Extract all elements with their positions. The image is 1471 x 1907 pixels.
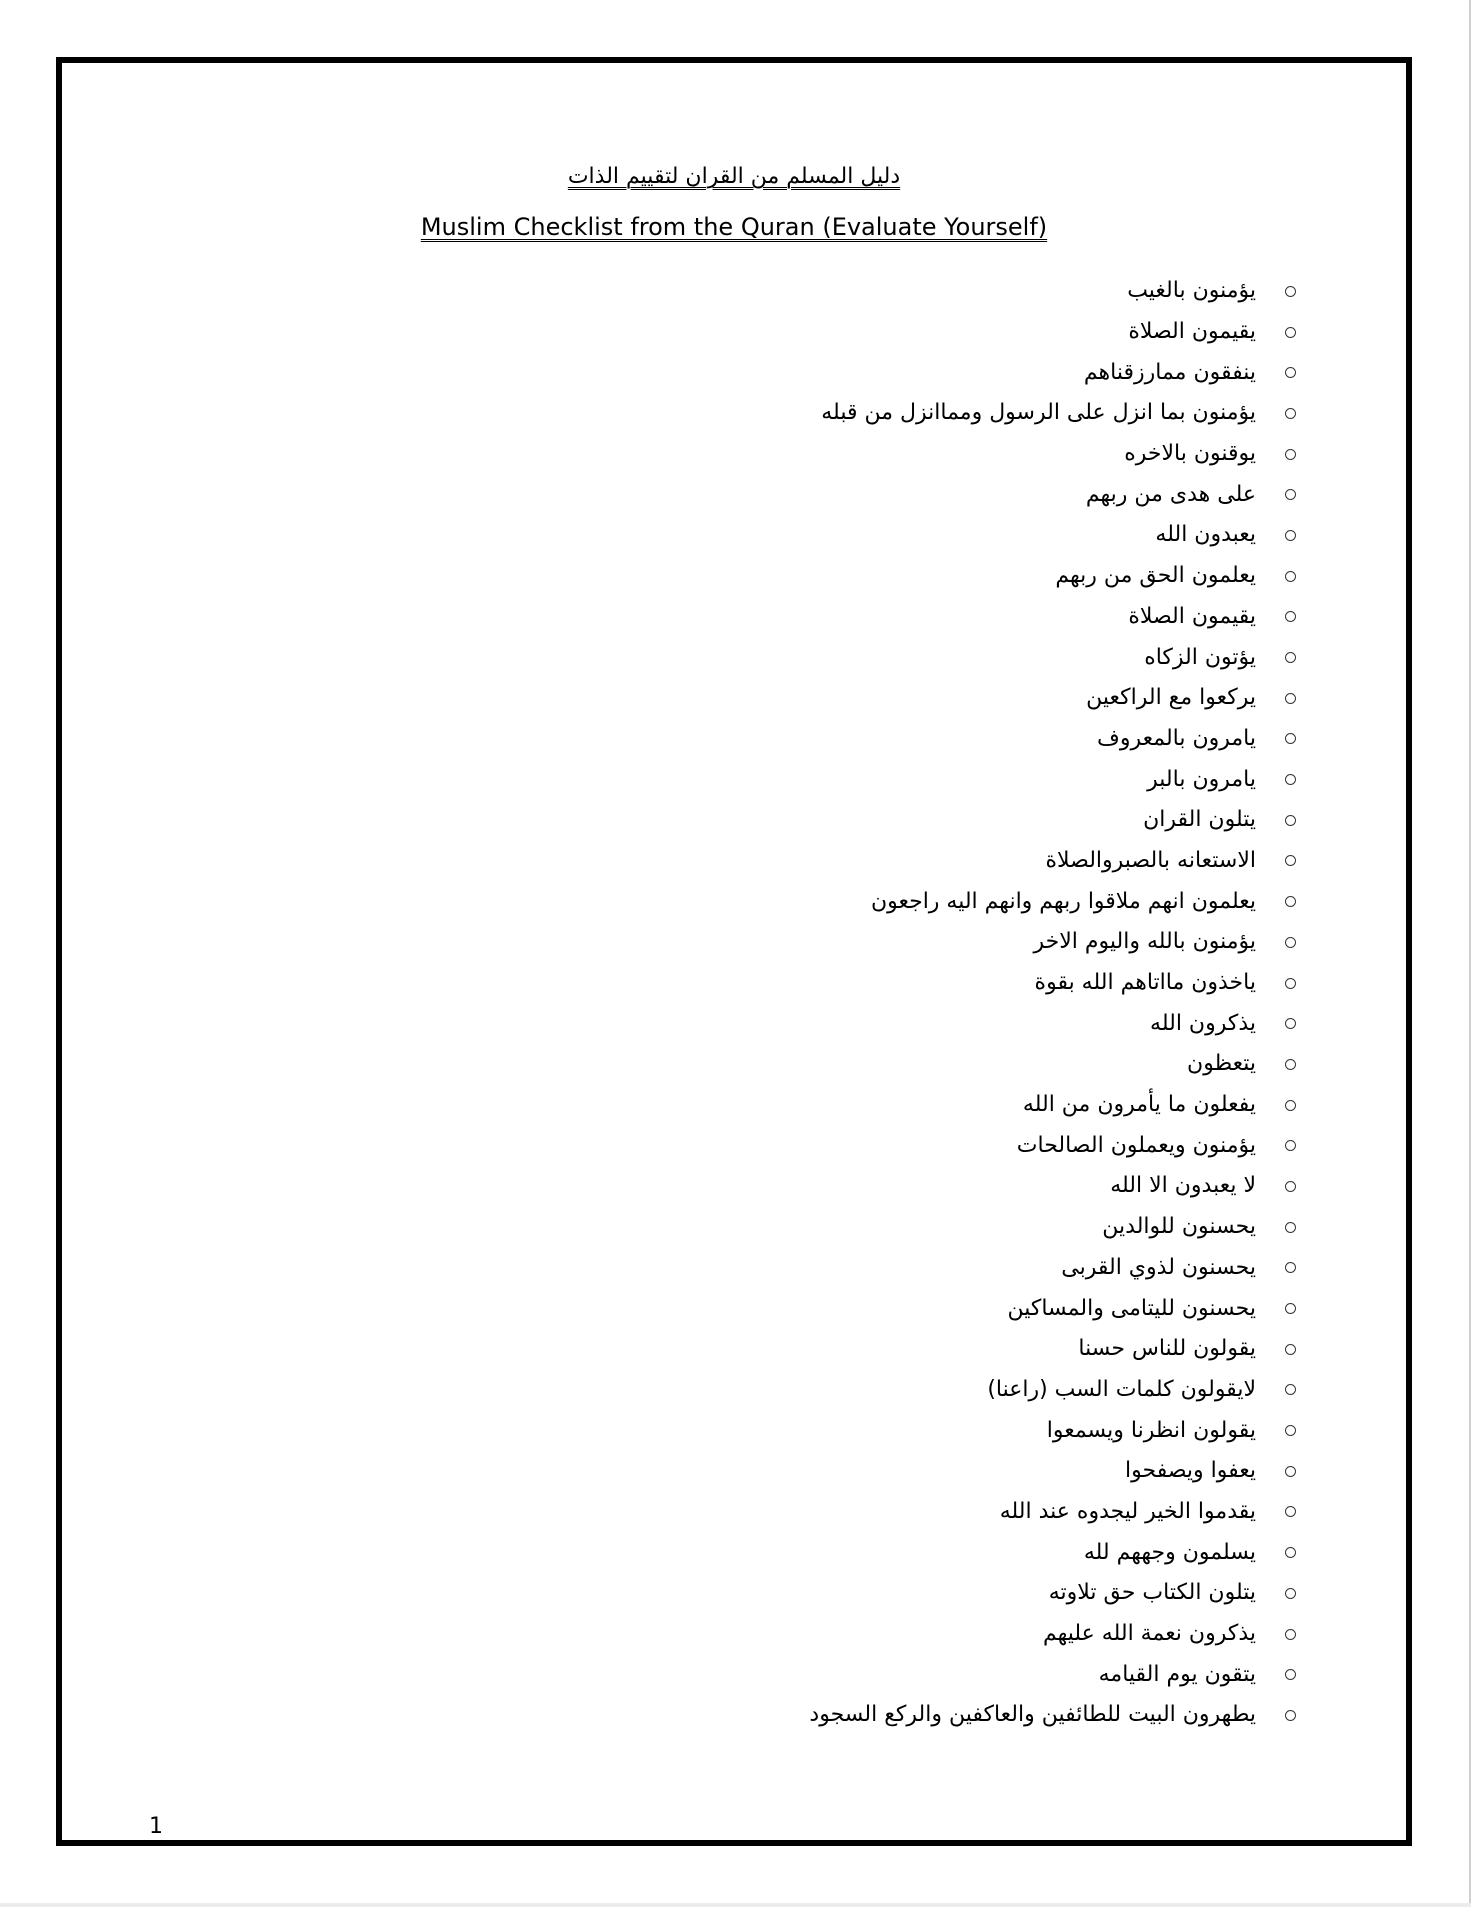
hollow-circle-bullet-icon	[1285, 1059, 1296, 1070]
hollow-circle-bullet-icon	[1285, 1344, 1296, 1355]
checklist-item-text: يحسنون للوالدين	[1102, 1214, 1256, 1240]
checklist-item-text: يذكرون الله	[1150, 1010, 1256, 1036]
hollow-circle-bullet-icon	[1285, 1303, 1296, 1314]
checklist-item	[809, 1003, 1296, 1044]
checklist-item-text: يؤتون الزكاه	[1144, 644, 1256, 670]
english-title	[62, 211, 1406, 243]
hollow-circle-bullet-icon	[1285, 1669, 1296, 1680]
page-number: 1	[149, 1814, 163, 1839]
hollow-circle-bullet-icon	[1285, 1384, 1296, 1395]
checklist-item	[809, 678, 1296, 719]
checklist-item	[809, 841, 1296, 882]
hollow-circle-bullet-icon	[1285, 571, 1296, 582]
hollow-circle-bullet-icon	[1285, 449, 1296, 460]
checklist-item-text: يتقون يوم القيامه	[1098, 1661, 1256, 1687]
hollow-circle-bullet-icon	[1285, 1181, 1296, 1192]
checklist-item	[809, 1614, 1296, 1655]
hollow-circle-bullet-icon	[1285, 1100, 1296, 1111]
checklist-item-text: ياخذون مااتاهم الله بقوة	[1034, 970, 1256, 996]
hollow-circle-bullet-icon	[1285, 1710, 1296, 1721]
checklist-item	[809, 800, 1296, 841]
hollow-circle-bullet-icon	[1285, 693, 1296, 704]
checklist-item	[809, 312, 1296, 353]
checklist-item	[809, 352, 1296, 393]
checklist-item-text: يسلمون وجههم لله	[1083, 1539, 1256, 1565]
checklist-item	[809, 759, 1296, 800]
hollow-circle-bullet-icon	[1285, 1506, 1296, 1517]
checklist-item-text: يتعظون	[1187, 1051, 1256, 1077]
hollow-circle-bullet-icon	[1285, 1262, 1296, 1273]
checklist-item-text: يعبدون الله	[1155, 522, 1256, 548]
checklist-item	[809, 271, 1296, 312]
checklist-item-text: لا يعبدون الا الله	[1110, 1173, 1256, 1199]
checklist-item-text: يقيمون الصلاة	[1128, 319, 1256, 345]
hollow-circle-bullet-icon	[1285, 1629, 1296, 1640]
checklist-item	[809, 1248, 1296, 1289]
checklist-item-text: يقدموا الخير ليجدوه عند الله	[999, 1498, 1256, 1524]
hollow-circle-bullet-icon	[1285, 327, 1296, 338]
checklist-item	[809, 1044, 1296, 1085]
checklist-item-text: يقولون للناس حسنا	[1078, 1336, 1256, 1362]
arabic-title-text: دليل المسلم من القران لتقييم الذات	[567, 164, 901, 189]
hollow-circle-bullet-icon	[1285, 896, 1296, 907]
hollow-circle-bullet-icon	[1285, 937, 1296, 948]
checklist-item-text: يؤمنون بما انزل على الرسول ومماانزل من قبله	[821, 400, 1256, 426]
checklist-item-text: يقيمون الصلاة	[1128, 603, 1256, 629]
checklist-item-text: يعفوا ويصفحوا	[1125, 1458, 1256, 1484]
hollow-circle-bullet-icon	[1285, 1425, 1296, 1436]
hollow-circle-bullet-icon	[1285, 774, 1296, 785]
hollow-circle-bullet-icon	[1285, 367, 1296, 378]
checklist-item-text: يقولون انظرنا ويسمعوا	[1046, 1417, 1256, 1443]
hollow-circle-bullet-icon	[1285, 1547, 1296, 1558]
checklist-item	[809, 597, 1296, 638]
checklist-item	[809, 1085, 1296, 1126]
hollow-circle-bullet-icon	[1285, 733, 1296, 744]
checklist-item	[809, 922, 1296, 963]
checklist-item-text: يامرون بالمعروف	[1097, 725, 1256, 751]
checklist-item	[809, 881, 1296, 922]
checklist-item	[809, 434, 1296, 475]
checklist-item-text: يؤمنون ويعملون الصالحات	[1016, 1132, 1256, 1158]
checklist-item	[809, 1207, 1296, 1248]
hollow-circle-bullet-icon	[1285, 489, 1296, 500]
checklist-item	[809, 963, 1296, 1004]
checklist-item	[809, 556, 1296, 597]
hollow-circle-bullet-icon	[1285, 1140, 1296, 1151]
hollow-circle-bullet-icon	[1285, 408, 1296, 419]
checklist-item	[809, 1573, 1296, 1614]
checklist-item	[809, 1370, 1296, 1411]
hollow-circle-bullet-icon	[1285, 286, 1296, 297]
hollow-circle-bullet-icon	[1285, 1466, 1296, 1477]
page-border-frame	[56, 57, 1412, 1846]
hollow-circle-bullet-icon	[1285, 1018, 1296, 1029]
checklist-item	[809, 1125, 1296, 1166]
checklist-item-text: يحسنون لليتامى والمساكين	[1007, 1295, 1256, 1321]
checklist-item-text: يتلون القران	[1143, 807, 1256, 833]
checklist-item-text: يامرون بالبر	[1147, 766, 1256, 792]
checklist-item	[809, 1451, 1296, 1492]
checklist-item	[809, 1329, 1296, 1370]
hollow-circle-bullet-icon	[1285, 855, 1296, 866]
checklist-item-text: يؤمنون بالله واليوم الاخر	[1033, 929, 1256, 955]
window-bottom-strip	[0, 1903, 1471, 1907]
checklist-item	[809, 719, 1296, 760]
checklist-item-text: يحسنون لذوي القربى	[1061, 1254, 1256, 1280]
checklist-item	[809, 474, 1296, 515]
checklist-item-text: يوقنون بالاخره	[1124, 441, 1256, 467]
checklist-item-text: لايقولون كلمات السب (راعنا)	[987, 1376, 1256, 1402]
hollow-circle-bullet-icon	[1285, 652, 1296, 663]
checklist-item-text: الاستعانه بالصبروالصلاة	[1045, 847, 1256, 873]
english-title-text: Muslim Checklist from the Quran (Evaluate Yourself)	[420, 213, 1048, 241]
checklist-item	[809, 637, 1296, 678]
hollow-circle-bullet-icon	[1285, 611, 1296, 622]
checklist-item-text: يطهرون البيت للطائفين والعاكفين والركع السجود	[809, 1702, 1256, 1728]
checklist-item-text: يعلمون انهم ملاقوا ربهم وانهم اليه راجعون	[870, 888, 1256, 914]
checklist-item	[809, 1410, 1296, 1451]
checklist-item	[809, 1492, 1296, 1533]
checklist-item-text: يؤمنون بالغيب	[1127, 278, 1256, 304]
checklist-item-text: يتلون الكتاب حق تلاوته	[1048, 1580, 1256, 1606]
checklist-item-text: يعلمون الحق من ربهم	[1055, 563, 1256, 589]
checklist-item-text: يذكرون نعمة الله عليهم	[1042, 1621, 1256, 1647]
hollow-circle-bullet-icon	[1285, 978, 1296, 989]
checklist-item-text: ينفقون ممارزقناهم	[1083, 359, 1256, 385]
hollow-circle-bullet-icon	[1285, 1222, 1296, 1233]
hollow-circle-bullet-icon	[1285, 530, 1296, 541]
checklist-item-text: يفعلون ما يأمرون من الله	[1022, 1092, 1256, 1118]
checklist-item	[809, 1654, 1296, 1695]
checklist-item	[809, 1695, 1296, 1736]
checklist-item	[809, 393, 1296, 434]
checklist-item	[809, 1166, 1296, 1207]
checklist-item	[809, 1532, 1296, 1573]
checklist-item-text: يركعوا مع الراكعين	[1086, 685, 1256, 711]
hollow-circle-bullet-icon	[1285, 1588, 1296, 1599]
arabic-title	[62, 161, 1406, 193]
checklist-item	[809, 1288, 1296, 1329]
checklist-item	[809, 515, 1296, 556]
checklist-item-text: على هدى من ربهم	[1085, 481, 1256, 507]
checklist	[809, 271, 1296, 1736]
hollow-circle-bullet-icon	[1285, 815, 1296, 826]
